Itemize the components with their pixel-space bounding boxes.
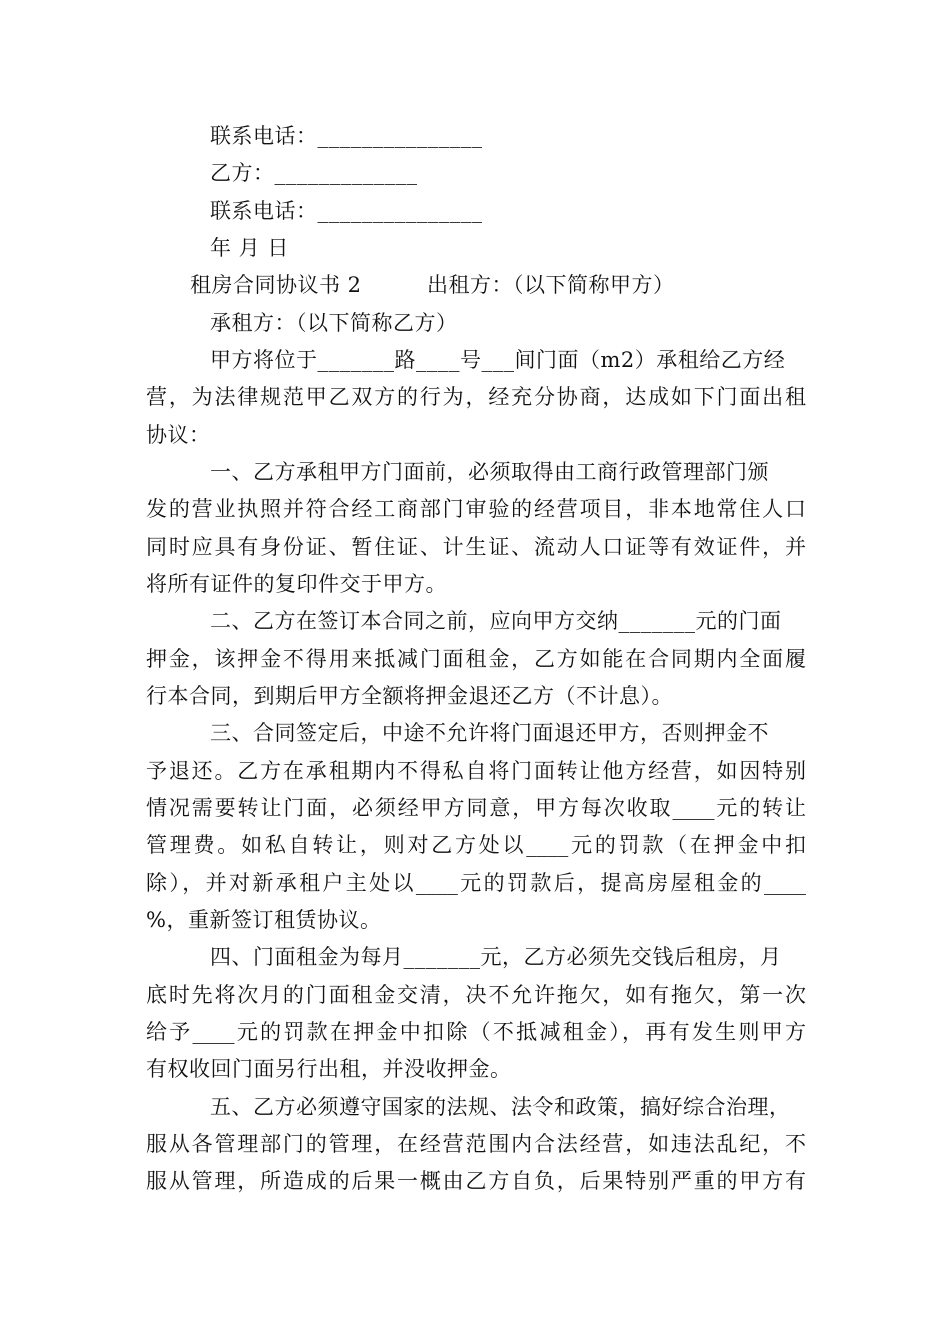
clause3-line-4: 管理费。如私自转让，则对乙方处以____元的罚款（在押金中扣 <box>146 833 806 857</box>
clause3-line-6: %，重新签订租赁协议。 <box>146 908 382 932</box>
clause3-line-3: 情况需要转让门面，必须经甲方同意，甲方每次收取____元的转让 <box>146 796 806 820</box>
clause1-line-4: 将所有证件的复印件交于甲方。 <box>146 572 447 596</box>
clause2-line-1: 二、乙方在签订本合同之前，应向甲方交纳_______元的门面 <box>210 609 782 633</box>
clause1-line-3: 同时应具有身份证、暂住证、计生证、流动人口证等有效证件，并 <box>146 535 806 559</box>
intro-line-1: 甲方将位于_______路____号___间门面（m2）承租给乙方经 <box>210 348 786 372</box>
clause5-line-2: 服从各管理部门的管理，在经营范围内合法经营，如违法乱纪，不 <box>146 1132 806 1156</box>
intro-line-2: 营，为法律规范甲乙双方的行为，经充分协商，达成如下门面出租 <box>146 385 806 409</box>
lessor-line: 出租方：（以下简称甲方） <box>427 273 675 297</box>
clause2-line-2: 押金，该押金不得用来抵减门面租金，乙方如能在合同期内全面履 <box>146 647 806 671</box>
clause1-line-1: 一、乙方承租甲方门面前，必须取得由工商行政管理部门颁 <box>210 460 769 484</box>
party-b-line: 乙方：_____________ <box>210 161 418 185</box>
date-line: 年 月 日 <box>210 236 289 260</box>
clause3-line-1: 三、合同签定后，中途不允许将门面退还甲方，否则押金不 <box>210 721 769 745</box>
intro-line-3: 协议： <box>146 423 211 447</box>
clause1-line-2: 发的营业执照并符合经工商部门审验的经营项目，非本地常住人口 <box>146 497 806 521</box>
contact-phone-a: 联系电话：_______________ <box>210 124 483 148</box>
clause2-line-3: 行本合同，到期后甲方全额将押金退还乙方（不计息）。 <box>146 684 673 708</box>
lessee-line: 承租方：（以下简称乙方） <box>210 311 458 335</box>
clause3-line-5: 除），并对新承租户主处以____元的罚款后，提高房屋租金的____ <box>146 871 806 895</box>
clause4-line-3: 给予____元的罚款在押金中扣除（不抵减租金），再有发生则甲方 <box>146 1020 806 1044</box>
clause4-line-4: 有权收回门面另行出租，并没收押金。 <box>146 1057 512 1081</box>
contact-phone-b: 联系电话：_______________ <box>210 199 483 223</box>
clause5-line-3: 服从管理，所造成的后果一概由乙方自负，后果特别严重的甲方有 <box>146 1169 806 1193</box>
clause4-line-2: 底时先将次月的门面租金交清，决不允许拖欠，如有拖欠，第一次 <box>146 983 806 1007</box>
contract-title: 租房合同协议书 2 <box>190 273 362 297</box>
clause3-line-2: 予退还。乙方在承租期内不得私自将门面转让他方经营，如因特别 <box>146 759 806 783</box>
clause4-line-1: 四、门面租金为每月_______元，乙方必须先交钱后租房，月 <box>210 945 782 969</box>
clause5-line-1: 五、乙方必须遵守国家的法规、法令和政策，搞好综合治理， <box>210 1095 791 1119</box>
